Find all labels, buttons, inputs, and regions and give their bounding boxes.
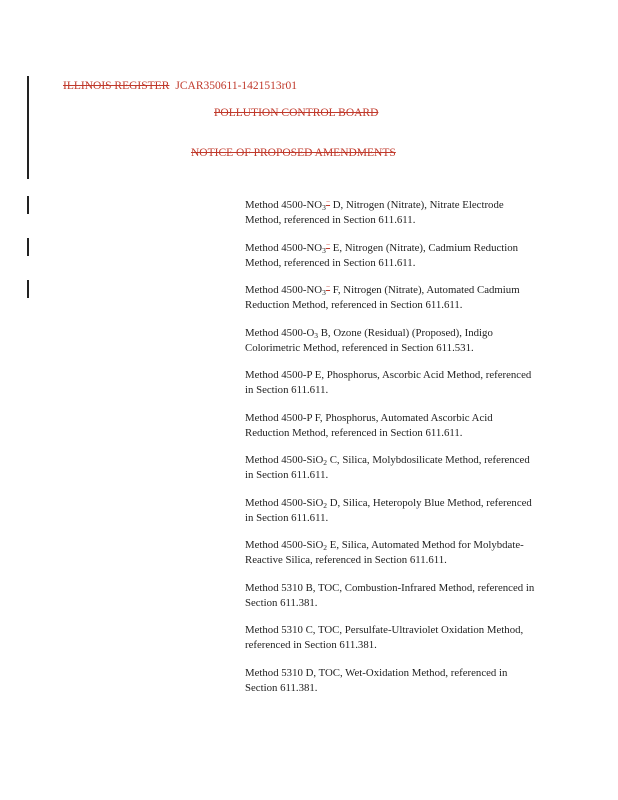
formula-subscript: 3: [314, 330, 319, 340]
method-suffix: D, Silica, Heteropoly Blue Method, referenced in Section 611.611.: [245, 496, 532, 524]
method-text: Method 5310 D, TOC, Wet-Oxidation Method, referenced in Section 611.381.: [245, 666, 508, 694]
method-suffix: E, Nitrogen (Nitrate), Cadmium Reduction Method, referenced in Section 611.611.: [245, 241, 519, 269]
method-suffix: D, Nitrogen (Nitrate), Nitrate Electrode Method, referenced in Section 611.611.: [245, 199, 504, 226]
method-suffix: B, Ozone (Residual) (Proposed), Indigo Colorimetric Method, referenced in Section 611.531.: [245, 326, 493, 354]
method-prefix: Method 4500-NO: [245, 284, 323, 296]
formula-subscript: 3: [322, 203, 326, 212]
method-prefix: Method 4500-SiO: [245, 454, 324, 466]
method-item: [245, 411, 535, 441]
method-prefix: Method 4500-O: [245, 326, 315, 339]
method-suffix: E, Silica, Automated Method for Molybdate-Reactive Silica, referenced in Section 611.611.: [245, 539, 524, 566]
formula-subscript: 3: [322, 288, 326, 297]
method-item: [245, 368, 535, 398]
inserted-charge: −: [325, 197, 331, 206]
jcar-code: JCAR350611-1421513r01: [175, 80, 297, 92]
method-item: [245, 538, 535, 568]
change-bar: [27, 196, 29, 214]
method-item: [245, 198, 535, 228]
change-bar: [27, 76, 29, 179]
inserted-charge: −: [325, 239, 331, 249]
method-item: [245, 623, 535, 653]
notice-title: NOTICE OF PROPOSED AMENDMENTS: [191, 147, 396, 159]
method-text: Method 5310 B, TOC, Combustion-Infrared Method, referenced in Section 611.381.: [245, 581, 535, 609]
formula-subscript: 3: [322, 245, 326, 255]
method-text: Method 5310 C, TOC, Persulfate-Ultraviolet Oxidation Method, referenced in Section 611.381.: [245, 624, 524, 651]
change-bar: [27, 238, 29, 256]
method-list: [245, 198, 535, 708]
register-header: [63, 80, 297, 92]
formula-subscript: 2: [323, 500, 328, 510]
change-bar: [27, 280, 29, 298]
method-item: [245, 326, 535, 356]
method-text: Method 4500-P E, Phosphorus, Ascorbic Acid Method, referenced in Section 611.611.: [245, 369, 532, 396]
method-text: Method 4500-P F, Phosphorus, Automated Ascorbic Acid Reduction Method, referenced in Section 611.611.: [245, 411, 493, 439]
method-prefix: Method 4500-NO: [245, 199, 323, 211]
method-item: [245, 241, 535, 271]
method-suffix: C, Silica, Molybdosilicate Method, referenced in Section 611.611.: [245, 454, 530, 481]
method-prefix: Method 4500-NO: [245, 241, 323, 254]
register-title: ILLINOIS REGISTER: [63, 80, 170, 92]
method-suffix: F, Nitrogen (Nitrate), Automated Cadmium Reduction Method, referenced in Section 611.611.: [245, 284, 520, 311]
method-item: [245, 496, 535, 526]
method-item: [245, 283, 535, 313]
method-item: [245, 581, 535, 611]
method-item: [245, 666, 535, 696]
method-prefix: Method 4500-SiO: [245, 539, 324, 551]
method-prefix: Method 4500-SiO: [245, 496, 324, 509]
board-title: POLLUTION CONTROL BOARD: [214, 107, 379, 119]
formula-subscript: 2: [323, 543, 328, 552]
inserted-charge: −: [325, 282, 331, 291]
formula-subscript: 2: [323, 458, 328, 467]
method-item: [245, 453, 535, 483]
